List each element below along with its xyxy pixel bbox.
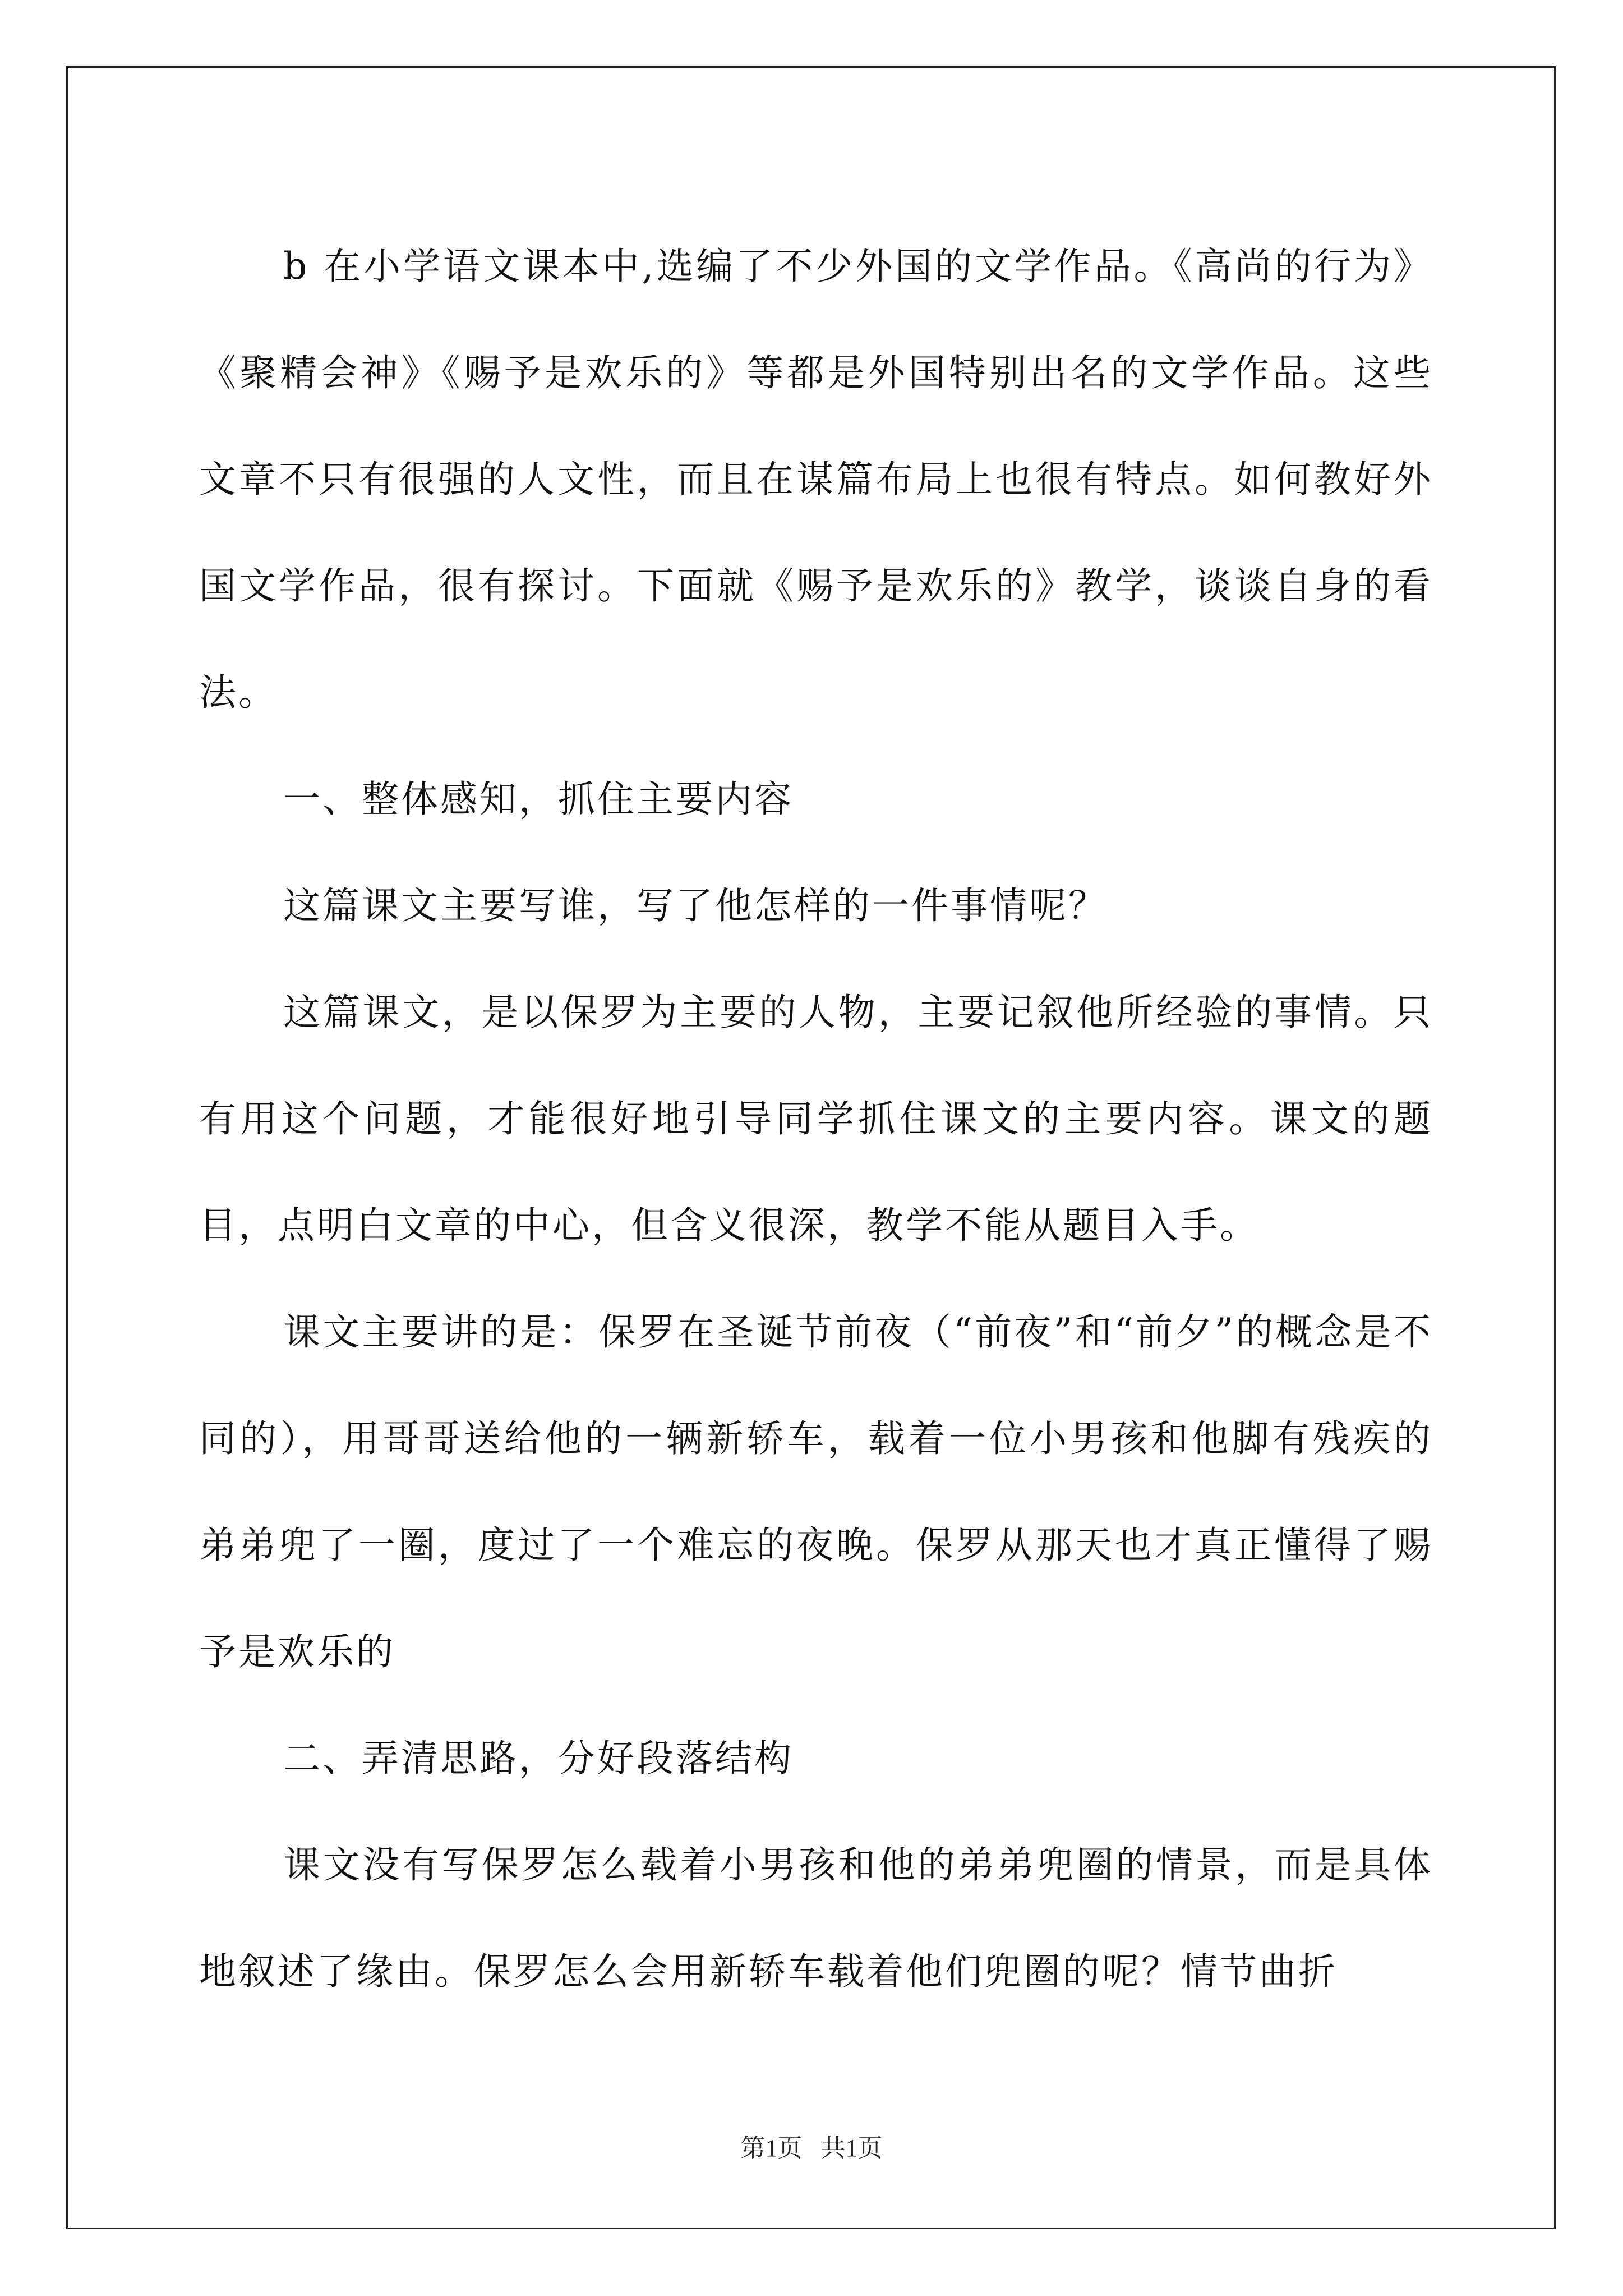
paragraph-answer: 这篇课文，是以保罗为主要的人物，主要记叙他所经验的事情。只有用这个问题，才能很好地引导同学抓住课文的主要内容。课文的题目，点明白文章的中心，但含义很深，教学不能从题目入手。 bbox=[199, 991, 1433, 1247]
document-body bbox=[199, 213, 1433, 2025]
page-number: 第1页 bbox=[740, 2134, 803, 2162]
paragraph-summary: 课文主要讲的是：保罗在圣诞节前夜（“前夜”和“前夕”的概念是不同的），用哥哥送给他的一辆新轿车，载着一位小男孩和他脚有残疾的弟弟兜了一圈，度过了一个难忘的夜晚。保罗从那天也才真正懂得了赐予是欢乐的 bbox=[199, 1310, 1433, 1673]
page-footer bbox=[0, 2132, 1623, 2165]
paragraph-question: 这篇课文主要写谁，写了他怎样的一件事情呢？ bbox=[283, 884, 1108, 927]
section-heading-1: 一、整体感知，抓住主要内容 bbox=[283, 777, 794, 821]
paragraph-intro: b 在小学语文课本中,选编了不少外国的文学作品。《高尚的行为》《聚精会神》《赐予是欢乐的》等都是外国特别出名的文学作品。这些文章不只有很强的人文性，而且在谋篇布局上也很有特点。如何教好外国文学作品，很有探讨。下面就《赐予是欢乐的》教学，谈谈自身的看法。 bbox=[199, 245, 1433, 714]
paragraph-structure: 课文没有写保罗怎么载着小男孩和他的弟弟兜圈的情景，而是具体地叙述了缘由。保罗怎么会用新轿车载着他们兜圈的呢？情节曲折 bbox=[199, 1843, 1433, 1993]
section-heading-2: 二、弄清思路，分好段落结构 bbox=[283, 1737, 794, 1780]
page-total: 共1页 bbox=[820, 2134, 883, 2162]
